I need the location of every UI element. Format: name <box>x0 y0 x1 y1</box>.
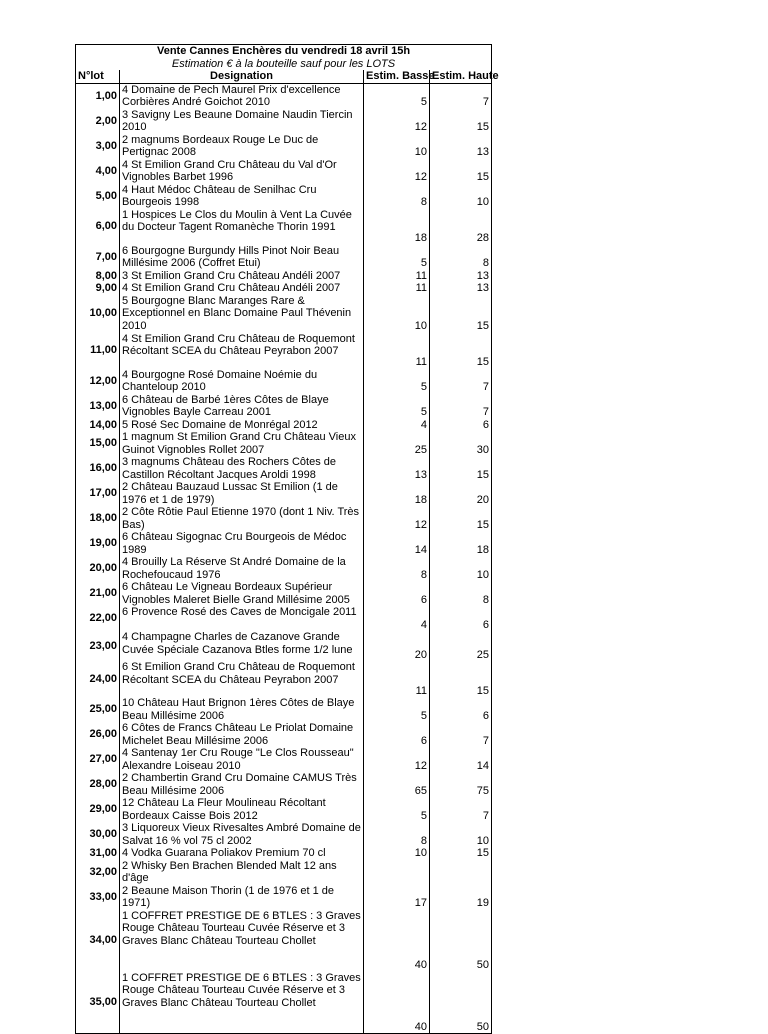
estimate-high: 6 <box>430 697 492 722</box>
table-row <box>76 860 492 885</box>
estimate-low: 11 <box>364 282 430 295</box>
lot-designation <box>120 556 364 581</box>
designation-line: Graves Blanc Château Tourteau Chollet <box>122 996 316 1009</box>
table-row <box>76 797 492 822</box>
lot-designation <box>120 419 364 432</box>
table-row <box>76 722 492 747</box>
designation-line: 2 Château Bauzaud Lussac St Emilion (1 de <box>122 481 338 493</box>
table-row <box>76 209 492 245</box>
designation-line: 1 COFFRET PRESTIGE DE 6 BTLES : 3 Graves <box>122 971 361 984</box>
lot-number: 19,00 <box>76 531 120 556</box>
lot-number: 12,00 <box>76 369 120 394</box>
estimate-low: 5 <box>364 394 430 419</box>
lot-number: 8,00 <box>76 270 120 283</box>
estimate-low: 18 <box>364 209 430 245</box>
lot-designation <box>120 972 364 1034</box>
designation-line: 6 Bourgogne Burgundy Hills Pinot Noir Beau <box>122 244 340 257</box>
lot-designation <box>120 581 364 606</box>
estimate-high: 15 <box>430 506 492 531</box>
lot-number: 26,00 <box>76 722 120 747</box>
table-row <box>76 885 492 910</box>
designation-line: 3 St Emilion Grand Cru Château Andéli 2007 <box>122 269 341 282</box>
table-row <box>76 697 492 722</box>
estimate-high: 15 <box>430 295 492 333</box>
table-row <box>76 431 492 456</box>
lot-number: 2,00 <box>76 109 120 134</box>
estimate-high: 10 <box>430 184 492 209</box>
estimate-high: 6 <box>430 606 492 631</box>
designation-line: 1971) <box>122 897 151 909</box>
estimate-low: 65 <box>364 772 430 797</box>
estimate-low: 6 <box>364 581 430 606</box>
table-row <box>76 134 492 159</box>
table-row <box>76 394 492 419</box>
table-row <box>76 531 492 556</box>
designation-line: 5 Rosé Sec Domaine de Monrégal 2012 <box>122 418 318 431</box>
table-row <box>76 556 492 581</box>
estimate-note-row <box>76 58 492 71</box>
lot-number: 1,00 <box>76 83 120 109</box>
designation-line: Chanteloup 2010 <box>122 381 206 393</box>
table-row <box>76 747 492 772</box>
estimate-low: 5 <box>364 797 430 822</box>
designation-line: 6 St Emilion Grand Cru Château de Roquemont <box>122 661 355 673</box>
lot-designation <box>120 661 364 697</box>
estimate-high: 30 <box>430 431 492 456</box>
lot-designation <box>120 209 364 245</box>
estimate-low: 40 <box>364 972 430 1034</box>
lot-designation <box>120 83 364 109</box>
estimate-low: 5 <box>364 83 430 109</box>
designation-line: Beau Millésime 2006 <box>122 709 225 722</box>
lot-number: 7,00 <box>76 245 120 270</box>
estimate-high: 13 <box>430 282 492 295</box>
designation-line: Vignobles Barbet 1996 <box>122 171 234 183</box>
lot-number: 17,00 <box>76 481 120 506</box>
estimate-low: 5 <box>364 245 430 270</box>
estimate-low: 11 <box>364 333 430 369</box>
lot-designation <box>120 747 364 772</box>
lot-designation <box>120 295 364 333</box>
lot-number: 25,00 <box>76 697 120 722</box>
estimate-high: 8 <box>430 581 492 606</box>
col-header-high: Estim. Haute <box>430 70 492 83</box>
lot-designation <box>120 910 364 972</box>
estimate-low: 8 <box>364 184 430 209</box>
designation-line: 2 Beaune Maison Thorin (1 de 1976 et 1 de <box>122 884 335 897</box>
lot-designation <box>120 109 364 134</box>
designation-line: 1976 et 1 de 1979) <box>122 493 215 506</box>
table-row <box>76 481 492 506</box>
designation-line: Récoltant SCEA du Château Peyrabon 2007 <box>122 673 339 686</box>
designation-line: 4 St Emilion Grand Cru Château de Roquemont <box>122 332 355 345</box>
estimate-high: 15 <box>430 333 492 369</box>
estimate-high: 15 <box>430 456 492 481</box>
lot-number: 29,00 <box>76 797 120 822</box>
lot-number: 24,00 <box>76 661 120 697</box>
table-row <box>76 295 492 333</box>
estimate-high: 7 <box>430 394 492 419</box>
estimate-low: 8 <box>364 822 430 847</box>
lot-number: 30,00 <box>76 822 120 847</box>
lot-designation <box>120 697 364 722</box>
table-row <box>76 661 492 697</box>
designation-line: Alexandre Loiseau 2010 <box>122 759 241 772</box>
estimate-low: 12 <box>364 506 430 531</box>
estimate-low: 11 <box>364 661 430 697</box>
estimate-high: 15 <box>430 847 492 860</box>
lot-designation <box>120 431 364 456</box>
estimate-low: 18 <box>364 481 430 506</box>
designation-line: 2 Côte Rôtie Paul Etienne 1970 (dont 1 Niv. Très <box>122 506 360 518</box>
estimate-low: 5 <box>364 697 430 722</box>
designation-line: 10 Château Haut Brignon 1ères Côtes de Blaye <box>122 697 355 709</box>
estimate-high <box>430 860 492 885</box>
estimate-low: 6 <box>364 722 430 747</box>
designation-line: Bas) <box>122 518 145 531</box>
designation-line: 1 Hospices Le Clos du Moulin à Vent La Cuvée <box>122 208 352 221</box>
estimate-low: 12 <box>364 159 430 184</box>
estimate-high: 20 <box>430 481 492 506</box>
designation-line: 6 Château Le Vigneau Bordeaux Supérieur <box>122 581 333 593</box>
designation-line: 2 Whisky Ben Brachen Blended Malt 12 ans <box>122 859 337 872</box>
table-row <box>76 282 492 295</box>
designation-line: Rochefoucaud 1976 <box>122 568 221 581</box>
designation-line: Récoltant SCEA du Château Peyrabon 2007 <box>122 345 339 357</box>
sale-title-row <box>76 45 492 58</box>
lot-designation <box>120 860 364 885</box>
lot-number: 35,00 <box>76 972 120 1034</box>
lot-number: 23,00 <box>76 631 120 661</box>
designation-line: 4 St Emilion Grand Cru Château du Val d'Or <box>122 158 337 171</box>
designation-line: 4 Champagne Charles de Cazanove Grande <box>122 631 340 643</box>
table-row <box>76 369 492 394</box>
lot-designation <box>120 847 364 860</box>
lot-designation <box>120 822 364 847</box>
designation-line: 4 Vodka Guarana Poliakov Premium 70 cl <box>122 847 326 859</box>
estimate-high: 7 <box>430 83 492 109</box>
table-row <box>76 972 492 1034</box>
lot-designation <box>120 772 364 797</box>
lot-designation <box>120 606 364 631</box>
designation-line: Salvat 16 % vol 75 cl 2002 <box>122 834 252 847</box>
designation-line: 1 magnum St Emilion Grand Cru Château Vieux <box>122 431 356 443</box>
table-row <box>76 847 492 860</box>
designation-line: 2 magnums Bordeaux Rouge Le Duc de <box>122 133 319 146</box>
designation-line: Bourgeois 1998 <box>122 196 200 208</box>
estimate-low: 4 <box>364 606 430 631</box>
table-row <box>76 419 492 432</box>
table-row <box>76 270 492 283</box>
designation-line: 6 Château Sigognac Cru Bourgeois de Médoc <box>122 531 347 543</box>
col-header-lot: N°lot <box>76 70 120 83</box>
designation-line: Guinot Vignobles Rollet 2007 <box>122 443 265 456</box>
designation-line: Millésime 2006 (Coffret Etui) <box>122 257 261 269</box>
estimate-high: 8 <box>430 245 492 270</box>
lot-number: 22,00 <box>76 606 120 631</box>
lot-designation <box>120 270 364 283</box>
lot-number: 33,00 <box>76 885 120 910</box>
lot-designation <box>120 885 364 910</box>
lot-number: 14,00 <box>76 419 120 432</box>
estimate-high: 19 <box>430 885 492 910</box>
designation-line: Pertignac 2008 <box>122 146 196 158</box>
lot-number: 32,00 <box>76 860 120 885</box>
col-header-low: Estim. Basse <box>364 70 430 83</box>
col-header-designation: Designation <box>120 70 364 83</box>
lot-number: 13,00 <box>76 394 120 419</box>
designation-line: 4 Domaine de Pech Maurel Prix d'excellence <box>122 83 341 96</box>
estimate-low: 10 <box>364 847 430 860</box>
lot-designation <box>120 184 364 209</box>
estimate-low: 12 <box>364 747 430 772</box>
estimate-high: 15 <box>430 109 492 134</box>
lot-number: 31,00 <box>76 847 120 860</box>
table-row <box>76 631 492 661</box>
lot-number: 34,00 <box>76 910 120 972</box>
designation-line: 5 Bourgogne Blanc Maranges Rare & <box>122 294 305 307</box>
estimate-low: 14 <box>364 531 430 556</box>
lot-designation <box>120 282 364 295</box>
table-row <box>76 606 492 631</box>
estimate-note: Estimation € à la bouteille sauf pour les LOTS <box>76 58 492 71</box>
lot-number: 21,00 <box>76 581 120 606</box>
estimate-high: 10 <box>430 822 492 847</box>
estimate-low: 12 <box>364 109 430 134</box>
lot-number: 4,00 <box>76 159 120 184</box>
estimate-low: 11 <box>364 270 430 283</box>
designation-line: 2010 <box>122 121 147 133</box>
designation-line: 1 COFFRET PRESTIGE DE 6 BTLES : 3 Graves <box>122 909 361 922</box>
designation-line: 3 Savigny Les Beaune Domaine Naudin Tiercin <box>122 108 353 121</box>
table-row <box>76 245 492 270</box>
table-row <box>76 333 492 369</box>
lot-number: 6,00 <box>76 209 120 245</box>
lot-number: 3,00 <box>76 134 120 159</box>
designation-line: Michelet Beau Millésime 2006 <box>122 734 269 747</box>
estimate-high: 7 <box>430 797 492 822</box>
lot-number: 5,00 <box>76 184 120 209</box>
estimate-low: 17 <box>364 885 430 910</box>
designation-line: 6 Château de Barbé 1ères Côtes de Blaye <box>122 393 329 406</box>
estimate-low: 20 <box>364 631 430 661</box>
designation-line: du Docteur Tagent Romanèche Thorin 1991 <box>122 221 336 233</box>
estimate-high: 15 <box>430 661 492 697</box>
lot-number: 27,00 <box>76 747 120 772</box>
lot-designation <box>120 631 364 661</box>
lot-number: 9,00 <box>76 282 120 295</box>
table-row <box>76 772 492 797</box>
lot-number: 11,00 <box>76 333 120 369</box>
estimate-low: 8 <box>364 556 430 581</box>
lot-number: 20,00 <box>76 556 120 581</box>
estimate-high: 50 <box>430 972 492 1034</box>
lot-designation <box>120 456 364 481</box>
estimate-low: 40 <box>364 910 430 972</box>
designation-line: 4 Haut Médoc Château de Senilhac Cru <box>122 183 317 196</box>
lot-designation <box>120 722 364 747</box>
estimate-high: 13 <box>430 134 492 159</box>
estimate-low: 25 <box>364 431 430 456</box>
estimate-high: 14 <box>430 747 492 772</box>
estimate-high: 50 <box>430 910 492 972</box>
designation-line: 2010 <box>122 319 147 332</box>
lot-designation <box>120 134 364 159</box>
estimate-high: 10 <box>430 556 492 581</box>
estimate-high: 15 <box>430 159 492 184</box>
estimate-low: 10 <box>364 295 430 333</box>
designation-line: Exceptionnel en Blanc Domaine Paul Thévenin <box>122 307 352 319</box>
designation-line: Beau Millésime 2006 <box>122 784 225 797</box>
estimate-low: 10 <box>364 134 430 159</box>
lot-designation <box>120 369 364 394</box>
estimate-high: 18 <box>430 531 492 556</box>
table-row <box>76 506 492 531</box>
designation-line: 4 St Emilion Grand Cru Château Andéli 2007 <box>122 282 341 294</box>
lot-designation <box>120 245 364 270</box>
table-row <box>76 109 492 134</box>
lot-designation <box>120 531 364 556</box>
designation-line: Corbières André Goichot 2010 <box>122 96 270 108</box>
table-row <box>76 822 492 847</box>
table-row <box>76 159 492 184</box>
table-row <box>76 456 492 481</box>
lot-number: 15,00 <box>76 431 120 456</box>
auction-estimate-table <box>75 44 499 1034</box>
designation-line: Castillon Récoltant Jacques Aroldi 1998 <box>122 468 316 481</box>
designation-line: Vignobles Bayle Carreau 2001 <box>122 406 272 418</box>
table-row <box>76 581 492 606</box>
lot-number: 28,00 <box>76 772 120 797</box>
designation-line: 3 Liquoreux Vieux Rivesaltes Ambré Domaine de <box>122 822 361 834</box>
designation-line: 12 Château La Fleur Moulineau Récoltant <box>122 797 326 809</box>
designation-line: 4 Santenay 1er Cru Rouge "Le Clos Rousseau" <box>122 747 354 759</box>
column-header-row <box>76 70 492 83</box>
designation-line: Cuvée Spéciale Cazanova Btles forme 1/2 lune <box>122 643 353 656</box>
lot-designation <box>120 333 364 369</box>
designation-line: Graves Blanc Château Tourteau Chollet <box>122 934 316 947</box>
table-row <box>76 910 492 972</box>
designation-line: Vignobles Maleret Bielle Grand Millésime 2005 <box>122 593 350 606</box>
lot-number: 10,00 <box>76 295 120 333</box>
designation-line: 6 Côtes de Francs Château Le Priolat Domaine <box>122 722 354 734</box>
lot-designation <box>120 394 364 419</box>
designation-line: 4 Bourgogne Rosé Domaine Noémie du <box>122 368 318 381</box>
estimate-high: 7 <box>430 722 492 747</box>
estimate-low: 5 <box>364 369 430 394</box>
estimate-high: 13 <box>430 270 492 283</box>
table-row <box>76 184 492 209</box>
estimate-high: 6 <box>430 419 492 432</box>
table-row <box>76 83 492 109</box>
designation-line: Rouge Château Tourteau Cuvée Réserve et 3 <box>122 984 345 996</box>
estimate-low: 13 <box>364 456 430 481</box>
designation-line: Bordeaux Caisse Bois 2012 <box>122 809 258 822</box>
designation-line: 2 Chambertin Grand Cru Domaine CAMUS Très <box>122 772 357 784</box>
estimate-high: 25 <box>430 631 492 661</box>
designation-line: 4 Brouilly La Réserve St André Domaine de la <box>122 556 346 568</box>
lot-number: 18,00 <box>76 506 120 531</box>
estimate-high: 28 <box>430 209 492 245</box>
estimate-high: 75 <box>430 772 492 797</box>
designation-line: 1989 <box>122 543 147 556</box>
sale-title: Vente Cannes Enchères du vendredi 18 avril 15h <box>76 45 492 58</box>
estimate-high: 7 <box>430 369 492 394</box>
lot-designation <box>120 506 364 531</box>
designation-line: 3 magnums Château des Rochers Côtes de <box>122 456 337 468</box>
lot-designation <box>120 797 364 822</box>
estimate-low <box>364 860 430 885</box>
lot-number: 16,00 <box>76 456 120 481</box>
lot-designation <box>120 481 364 506</box>
designation-line: 6 Provence Rosé des Caves de Moncigale 2011 <box>122 606 357 618</box>
estimate-low: 4 <box>364 419 430 432</box>
lot-designation <box>120 159 364 184</box>
designation-line: d'âge <box>122 872 149 884</box>
designation-line: Rouge Château Tourteau Cuvée Réserve et 3 <box>122 922 345 934</box>
